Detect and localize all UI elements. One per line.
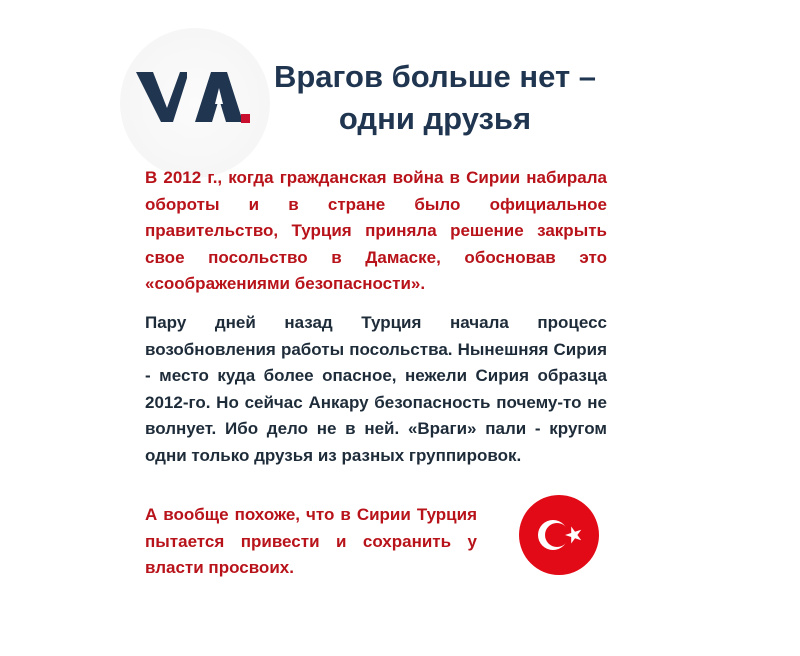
title-line-1: Врагов больше нет –: [273, 59, 597, 94]
article-paragraph-1: В 2012 г., когда гражданская война в Сирии набирала обороты и в стране было официальное правительство, Турция приняла решение закрыть свое посольство в Дамаске, обосновав это «соображениями безопасности».: [145, 168, 607, 293]
page-title: [250, 56, 620, 140]
title-line-2: одни друзья: [338, 101, 532, 136]
turkey-flag-icon: [519, 495, 599, 575]
article-paragraph-3: А вообще похоже, что в Сирии Турция пытается привести и сохранить у власти просвоих.: [145, 505, 477, 577]
article-paragraph-2: Пару дней назад Турция начала процесс возобновления работы посольства. Нынешняя Сирия - место куда более опасное, нежели Сирия образца 2012-го. Но сейчас Анкару безопасность почему-то не волнует. Ибо дело не в ней. «Враги» пали - кругом одни только друзья из разных группировок.: [145, 313, 607, 465]
va-logo-icon: [133, 68, 253, 128]
